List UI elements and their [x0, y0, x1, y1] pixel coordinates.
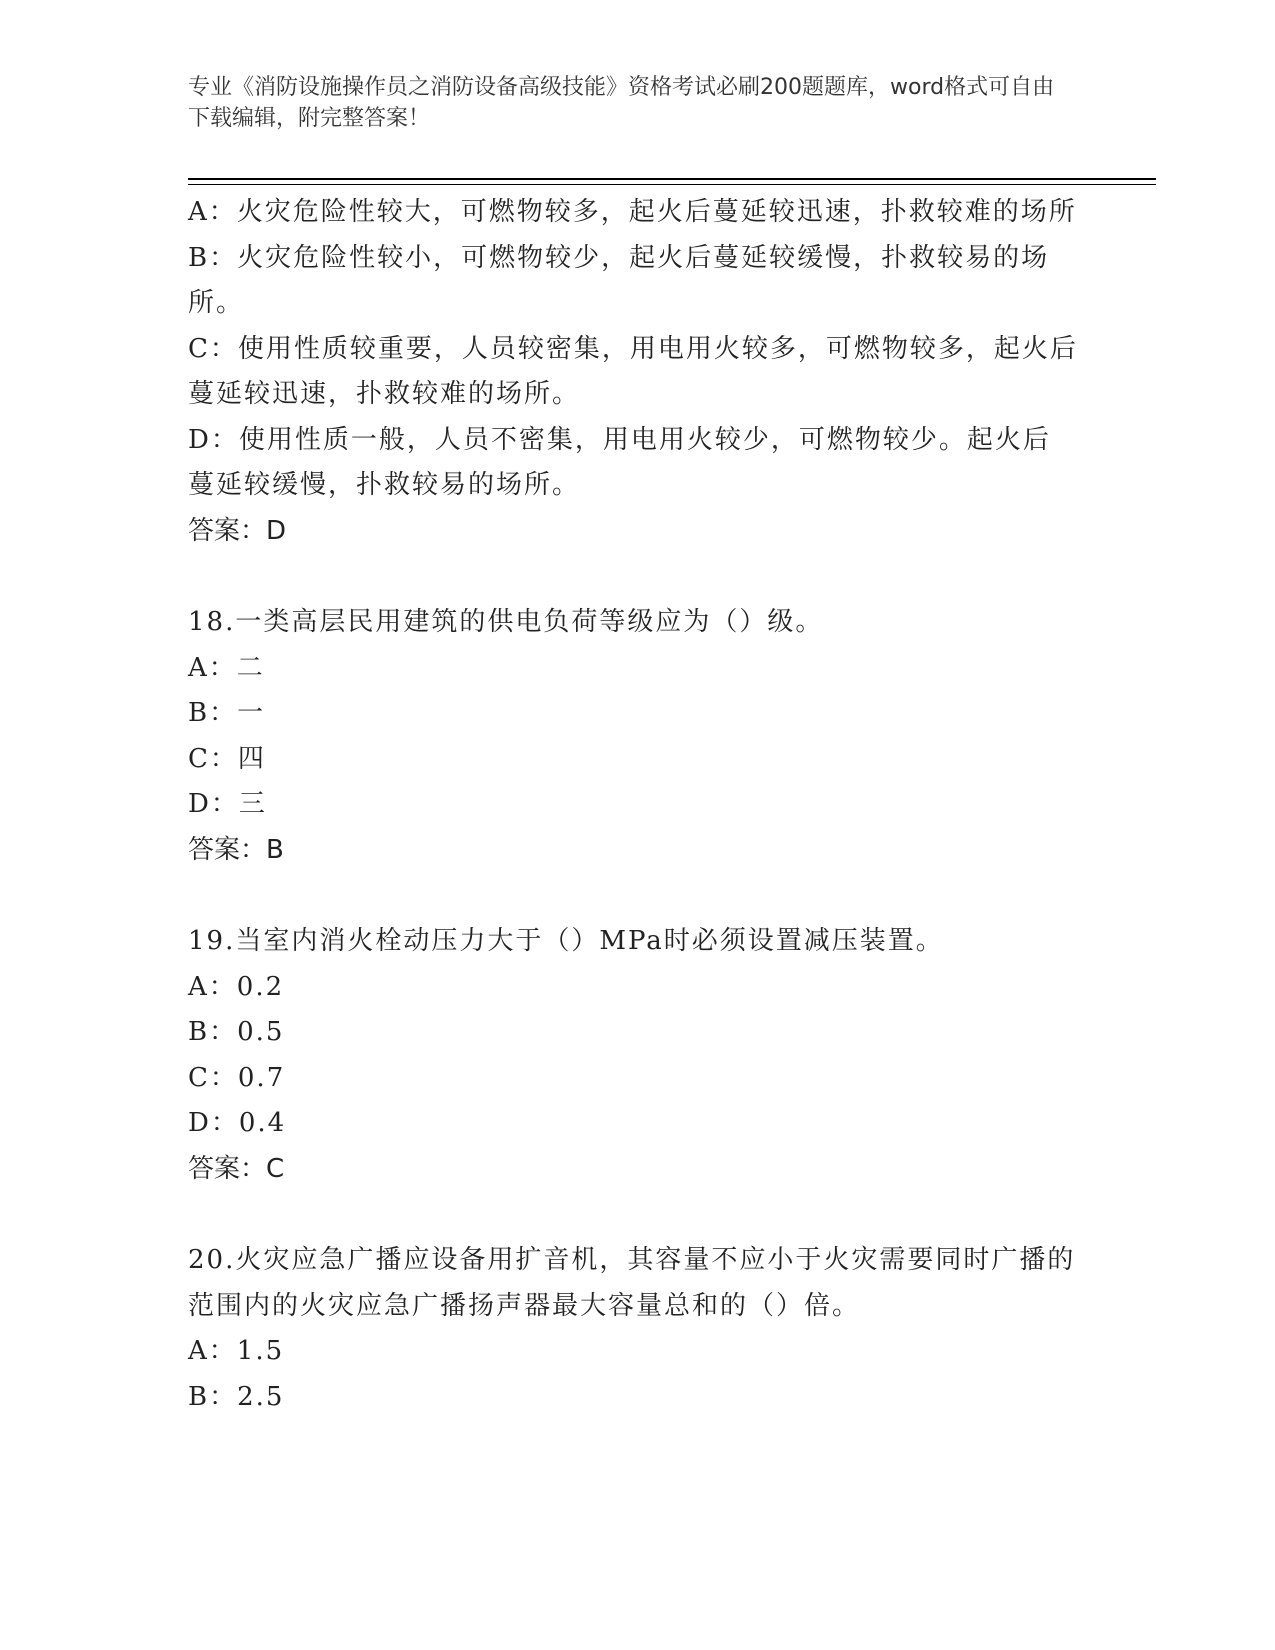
q18-option-c: C：四: [188, 743, 266, 774]
q19-option-d: D：0.4: [188, 1108, 287, 1138]
q19-option-c: C：0.7: [188, 1062, 286, 1093]
question-content: [188, 190, 1078, 1420]
q18-option-a: A：二: [188, 652, 265, 683]
q20-option-b: B：2.5: [188, 1381, 285, 1412]
q17-option-c: C：使用性质较重要，人员较密集，用电用火较多，可燃物较多，起火后蔓延较迅速，扑救较难的场所。: [188, 333, 1078, 409]
q17-option-d: D：使用性质一般，人员不密集，用电用火较少，可燃物较少。起火后蔓延较缓慢，扑救较易的场所。: [188, 424, 1051, 500]
q19-option-b: B：0.5: [188, 1017, 285, 1047]
q20-option-a: A：1.5: [188, 1336, 285, 1366]
header-rule-thin: [188, 184, 1156, 185]
q18-answer: 答案：B: [188, 834, 284, 865]
document-header: 专业《消防设施操作员之消防设备高级技能》资格考试必刷200题题库，word格式可自由下载编辑，附完整答案！: [188, 75, 1055, 131]
q19-answer: 答案：C: [188, 1153, 285, 1184]
spacer: [188, 1192, 1078, 1238]
q19-option-a: A：0.2: [188, 971, 285, 1002]
q17-answer: 答案：D: [188, 515, 287, 546]
q18-option-b: B：一: [188, 698, 266, 728]
header-rule-thick: [188, 178, 1156, 180]
q17-option-b: B：火灾危险性较小，可燃物较少，起火后蔓延较缓慢，扑救较易的场所。: [188, 242, 1050, 318]
q20-stem: 20.火灾应急广播应设备用扩音机，其容量不应小于火灾需要同时广播的范围内的火灾应急广播扬声器最大容量总和的（）倍。: [188, 1245, 1076, 1321]
spacer: [188, 554, 1078, 600]
spacer: [188, 873, 1078, 919]
q19-stem: 19.当室内消火栓动压力大于（）MPa时必须设置减压装置。: [188, 926, 944, 956]
q18-option-d: D：三: [188, 789, 267, 819]
q18-stem: 18.一类高层民用建筑的供电负荷等级应为（）级。: [188, 607, 824, 637]
q17-option-a: A：火灾危险性较大，可燃物较多，起火后蔓延较迅速，扑救较难的场所: [188, 197, 1077, 227]
